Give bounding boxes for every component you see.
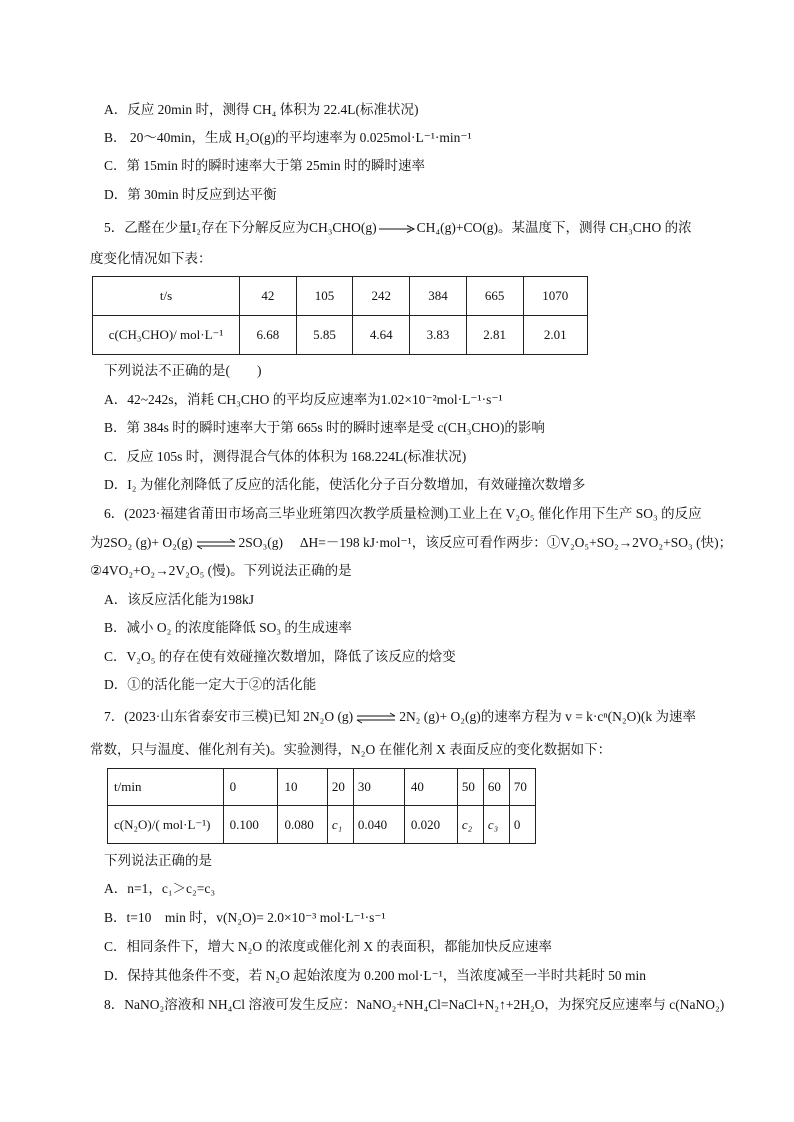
q6-option-d: D．①的活化能一定大于②的活化能 (104, 677, 317, 692)
q5-table-value: 4.64 (353, 316, 410, 355)
q7-table-value: c₃ (483, 806, 509, 844)
q7-table-value: c₁ (327, 806, 353, 844)
q7-table-value: 0.080 (278, 806, 327, 844)
q5-option-a: A．42~242s，消耗 CH₃CHO 的平均反应速率为1.02×10⁻²mol·L⁻¹·s⁻¹ (104, 392, 503, 407)
q6-option-c: C．V₂O₅ 的存在使有效碰撞次数增加，降低了该反应的焓变 (104, 649, 456, 664)
q7-table-header-label: t/min (108, 769, 224, 806)
q7-prompt: 下列说法正确的是 (104, 853, 212, 868)
q7-option-c: C．相同条件下，增大 N₂O 的浓度或催化剂 X 的表面积，都能加快反应速率 (104, 939, 552, 954)
q7-stem-line1 (104, 708, 696, 726)
q5-table-time: 42 (240, 277, 297, 316)
q5-table-value: 6.68 (240, 316, 297, 355)
q7-data-table (107, 768, 536, 844)
q4-option-b: B． 20～40min，生成 H₂O(g)的平均速率为 0.025mol·L⁻¹·min⁻¹ (104, 130, 472, 145)
q5-stem-part2: CH₄(g)+CO(g)。某温度下，测得 CH₃CHO 的浓 (416, 220, 692, 235)
q4-option-d: D．第 30min 时反应到达平衡 (104, 187, 277, 202)
q5-table-time: 1070 (523, 277, 587, 316)
q7-table-value-row (108, 806, 536, 844)
q6-option-b: B．减小 O₂ 的浓度能降低 SO₃ 的生成速率 (104, 620, 352, 635)
q5-data-table (92, 276, 588, 355)
q6-stem-line3: ②4VO₂+O₂→2V₂O₅ (慢)。下列说法正确的是 (90, 563, 352, 578)
q7-option-b: B．t=10 min 时，v(N₂O)= 2.0×10⁻³ mol·L⁻¹·s⁻¹ (104, 910, 386, 925)
q7-option-d: D．保持其他条件不变，若 N₂O 起始浓度为 0.200 mol·L⁻¹，当浓度减至一半时共耗时 50 min (104, 968, 646, 983)
q7-table-time: 40 (404, 769, 457, 806)
q4-option-c: C．第 15min 时的瞬时速率大于第 25min 时的瞬时速率 (104, 158, 426, 173)
q7-table-value: c₂ (457, 806, 483, 844)
q5-stem-line2: 度变化情况如下表： (90, 251, 212, 266)
q7-stem-part1: 7．(2023·山东省泰安市三模)已知 2N₂O (g) (104, 709, 354, 724)
q5-table-time: 242 (353, 277, 410, 316)
q5-table-value: 5.85 (296, 316, 353, 355)
q5-prompt: 下列说法不正确的是( ) (104, 363, 262, 378)
q7-table-value: 0 (509, 806, 535, 844)
q7-table-value: 0.100 (223, 806, 278, 844)
q5-table-value: 2.01 (523, 316, 587, 355)
q7-table-time: 30 (353, 769, 404, 806)
q7-table-header-row (108, 769, 536, 806)
q7-stem-line2: 常数，只与温度、催化剂有关)。实验测得，N₂O 在催化剂 X 表面反应的变化数据如下： (90, 742, 612, 757)
equilibrium-arrow-icon (353, 712, 399, 724)
q7-table-time: 50 (457, 769, 483, 806)
q5-table-time: 665 (466, 277, 523, 316)
q5-table-value: 2.81 (466, 316, 523, 355)
q7-table-time: 70 (509, 769, 535, 806)
q6-stem-line1: 6．(2023·福建省莆田市场高三毕业班第四次教学质量检测)工业上在 V₂O₅ 催化作用下生产 SO₃ 的反应 (104, 506, 702, 521)
q5-option-b: B．第 384s 时的瞬时速率大于第 665s 时的瞬时速率是受 c(CH₃CHO)的影响 (104, 420, 545, 435)
q5-stem-part1: 5．乙醛在少量I₂存在下分解反应为CH₃CHO(g) (104, 220, 377, 235)
equilibrium-arrow-icon (193, 538, 239, 550)
q7-option-a: A．n=1，c₁＞c₂=c₃ (104, 881, 216, 896)
q5-table-value-row (93, 316, 588, 355)
q5-option-d: D．I₂ 为催化剂降低了反应的活化能，使活化分子百分数增加，有效碰撞次数增多 (104, 477, 586, 492)
q7-table-time: 20 (327, 769, 353, 806)
q5-table-header-label: t/s (93, 277, 240, 316)
q5-table-row-label: c(CH₃CHO)/ mol·L⁻¹ (93, 316, 240, 355)
q5-table-time: 105 (296, 277, 353, 316)
q7-table-time: 0 (223, 769, 278, 806)
q7-table-time: 10 (278, 769, 327, 806)
q7-stem-part2: 2N₂ (g)+ O₂(g)的速率方程为 v = k·cⁿ(N₂O)(k 为速率 (399, 709, 696, 724)
q8-stem-line1: 8．NaNO₂溶液和 NH₄Cl 溶液可发生反应：NaNO₂+NH₄Cl=NaCl+N₂↑+2H₂O，为探究反应速率与 c(NaNO₂) (104, 997, 725, 1012)
q6-option-a: A．该反应活化能为198kJ (104, 592, 255, 607)
q5-stem-line1 (104, 219, 692, 237)
q5-table-time: 384 (410, 277, 467, 316)
q4-option-a: A．反应 20min 时，测得 CH₄ 体积为 22.4L(标准状况) (104, 102, 419, 117)
q7-table-value: 0.040 (353, 806, 404, 844)
q7-table-time: 60 (483, 769, 509, 806)
q7-table-value: 0.020 (404, 806, 457, 844)
q5-table-header-row (93, 277, 588, 316)
q5-option-c: C．反应 105s 时，测得混合气体的体积为 168.224L(标准状况) (104, 449, 467, 464)
q5-table-value: 3.83 (410, 316, 467, 355)
q6-stem-line2 (90, 534, 732, 552)
q7-table-row-label: c(N₂O)/( mol·L⁻¹) (108, 806, 224, 844)
q6-stem-part2: 2SO₃(g) ΔH=－198 kJ·mol⁻¹，该反应可看作两步：①V₂O₅+SO₂→2VO₂+SO₃ (快)； (238, 535, 733, 550)
reaction-arrow-icon (377, 224, 417, 234)
q6-stem-part1: 为2SO₂ (g)+ O₂(g) (90, 535, 193, 550)
